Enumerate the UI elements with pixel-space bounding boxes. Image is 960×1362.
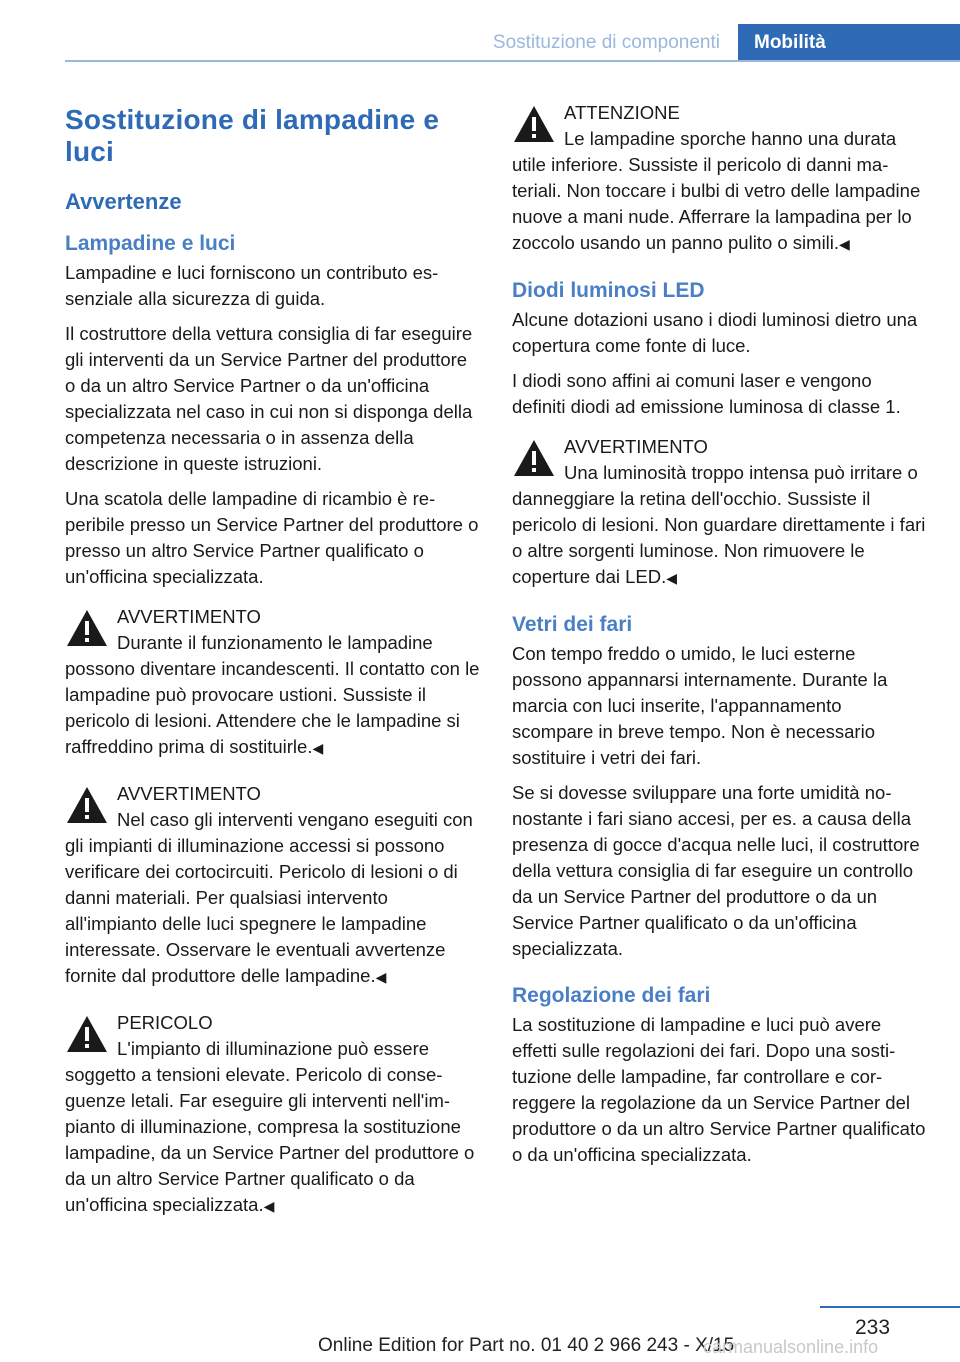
- warning-triangle-icon: [512, 438, 556, 478]
- caution-text: Le lampadine sporche hanno una durata utile inferiore. Sussiste il pericolo di danni materiali. Non toccare i bulbi di vetro delle lampadine nuove a mani nude. Afferrare la lampadina per lo zoccolo usando un panno pulito o simili.: [512, 128, 921, 253]
- footer-rule: [820, 1306, 960, 1308]
- danger-title: PERICOLO: [117, 1012, 213, 1033]
- caution-block: [512, 100, 927, 257]
- warning-title: AVVERTIMENTO: [564, 436, 708, 457]
- edition-footer: Online Edition for Part no. 01 40 2 966 243 - X/15: [318, 1335, 735, 1356]
- paragraph: Se si dovesse sviluppare una forte umidità nonostante i fari siano accesi, per es. a causa della presenza di gocce d'acqua nelle luci, il costruttore della vettura consiglia di far eseguire un controllo da un Service Partner del produttore o da un Service Partner qualificato o da un'officina specializzata.: [512, 782, 920, 959]
- paragraph: I diodi sono affini ai comuni laser e vengono definiti diodi ad emissione luminosa di classe 1.: [512, 370, 901, 417]
- paragraph: Lampadine e luci forniscono un contributo essenziale alla sicurezza di guida.: [65, 262, 439, 309]
- end-mark: ◀: [263, 1198, 275, 1214]
- paragraph: La sostituzione di lampadine e luci può avere effetti sulle regolazioni dei fari. Dopo una sostituzione delle lampadine, far controllare e correggere la regolazione da un Service Partner del produttore o da un altro Service Partner qualificato o da un'officina specializzata.: [512, 1014, 926, 1165]
- warning-text: Nel caso gli interventi vengano eseguiti con gli impianti di illuminazione accessi si possono verificare dei cortocircuiti. Pericolo di lesioni o di danni materiali. Per qualsiasi intervento all'impianto delle luci spegnere le lampadine interessate. Osservare le eventuali avvertenze fornite dal produttore delle lampadine.: [65, 809, 473, 986]
- warning-triangle-icon: [65, 608, 109, 648]
- paragraph: Con tempo freddo o umido, le luci esterne possono appannarsi internamente. Durante la marcia con luci inserite, l'appannamento scompare in breve tempo. Non è necessario sostituire i vetri dei fari.: [512, 643, 888, 768]
- header-tabs: [479, 24, 960, 62]
- warning-triangle-icon: [65, 785, 109, 825]
- paragraph: Il costruttore della vettura consiglia di far eseguire gli interventi da un Service Partner del produttore o da un altro Service Partner o da un'officina specializzata nel caso in cui non si disponga della competenza necessaria o in assenza della descrizione in queste istruzioni.: [65, 323, 473, 474]
- danger-block: [65, 1010, 480, 1219]
- page-number: 233: [855, 1316, 891, 1339]
- warning-title: AVVERTIMENTO: [117, 606, 261, 627]
- warning-block: [65, 781, 480, 990]
- warning-title: AVVERTIMENTO: [117, 783, 261, 804]
- header-rule: [65, 60, 960, 62]
- end-mark: ◀: [312, 740, 324, 756]
- end-mark: ◀: [839, 236, 850, 252]
- danger-text: L'impianto di illuminazione può essere soggetto a tensioni elevate. Pericolo di conseguenze letali. Far eseguire gli interventi nell'impianto di illuminazione, compresa la sostituzione lampadine, da un Service Partner del produttore o da un altro Service Partner qualificato o da un'officina specializzata.: [65, 1038, 475, 1215]
- paragraph: Alcune dotazioni usano i diodi luminosi dietro una copertura come fonte di luce.: [512, 309, 918, 356]
- subsection-heading: Regolazione dei fari: [512, 984, 711, 1007]
- header-chapter-tab: Mobilità: [738, 24, 960, 62]
- end-mark: ◀: [666, 570, 678, 586]
- left-column: [65, 96, 480, 1239]
- warning-block: [512, 434, 927, 591]
- right-column: [512, 96, 927, 1177]
- page-title: Sostituzione di lampadine e luci: [65, 104, 440, 167]
- subsection-heading: Vetri dei fari: [512, 613, 633, 636]
- caution-title: ATTENZIONE: [564, 102, 680, 123]
- section-heading: Avvertenze: [65, 189, 182, 214]
- subsection-heading: Lampadine e luci: [65, 232, 236, 255]
- warning-triangle-icon: [65, 1014, 109, 1054]
- paragraph: Una scatola delle lampadine di ricambio è reperibile presso un Service Partner del produttore o presso un altro Service Partner qualificato o un'officina specializzata.: [65, 488, 479, 587]
- warning-block: [65, 604, 480, 761]
- end-mark: ◀: [375, 969, 387, 985]
- warning-text: Una luminosità troppo intensa può irritare o danneggiare la retina dell'occhio. Sussiste il pericolo di lesioni. Non guardare direttamente i fari o altre sorgenti luminose. Non rimuovere le coperture dai LED.: [512, 462, 926, 587]
- warning-text: Durante il funzionamento le lampadine possono diventare incandescenti. Il contatto con le lampadine può provocare ustioni. Sussiste il pericolo di lesioni. Attendere che le lampadine si raffreddino prima di sostituirle.: [65, 632, 480, 757]
- watermark: carmanualsonline.info: [703, 1337, 879, 1357]
- header-section-tab: Sostituzione di componenti: [479, 24, 738, 62]
- subsection-heading: Diodi luminosi LED: [512, 279, 705, 302]
- warning-triangle-icon: [512, 104, 556, 144]
